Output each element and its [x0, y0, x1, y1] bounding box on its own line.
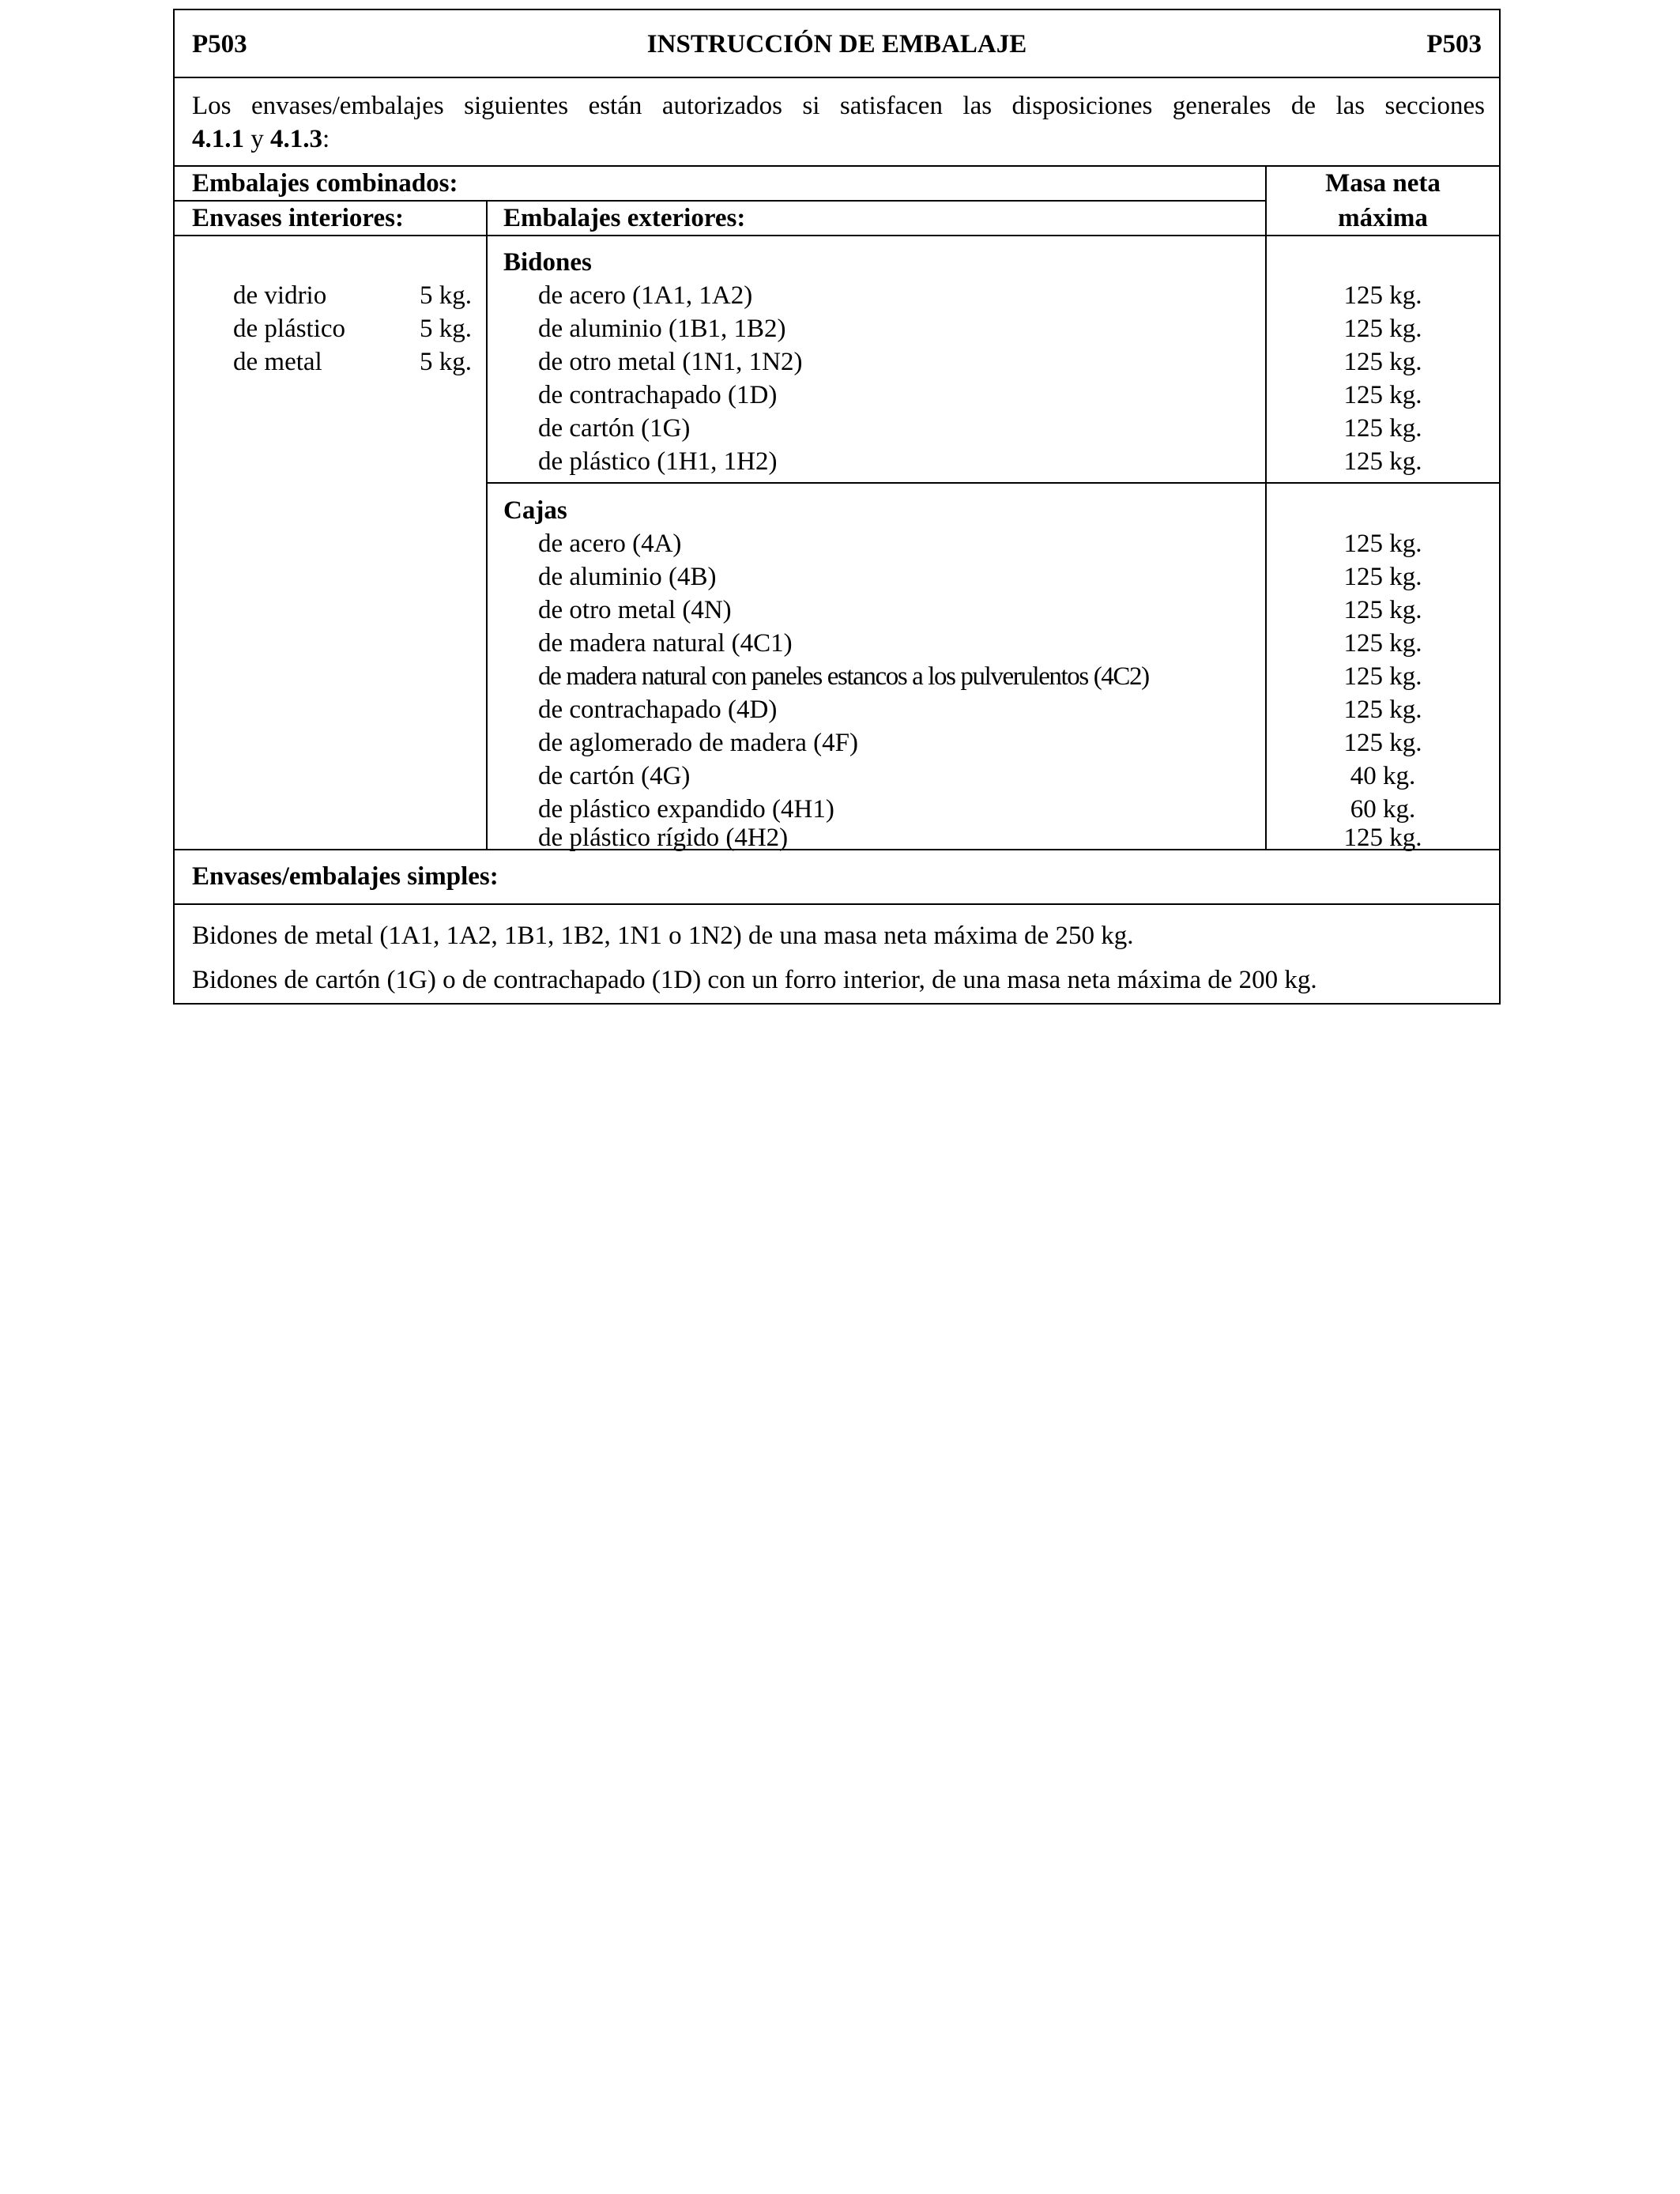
- combined-heading: Embalajes combinados:: [192, 169, 458, 198]
- mass-heading-line-1: Masa neta: [1325, 169, 1441, 198]
- inner-item-label: de vidrio: [233, 281, 327, 310]
- rule-bidones-bottom: [488, 482, 1499, 484]
- caja-item-label: de aglomerado de madera (4F): [538, 729, 858, 757]
- bidon-item-label: de otro metal (1N1, 1N2): [538, 348, 803, 376]
- inner-item-label: de metal: [233, 348, 322, 376]
- caja-item-mass: 125 kg.: [1343, 662, 1422, 691]
- intro-conjunction: y: [250, 125, 264, 153]
- page-title: INSTRUCCIÓN DE EMBALAJE: [646, 30, 1027, 58]
- cajas-heading: Cajas: [503, 496, 567, 525]
- caja-item-mass: 125 kg.: [1343, 629, 1422, 658]
- caja-item-label: de otro metal (4N): [538, 596, 732, 624]
- bidon-item-mass: 125 kg.: [1343, 414, 1422, 443]
- caja-item-mass: 125 kg.: [1343, 824, 1422, 852]
- caja-item-label: de madera natural con paneles estancos a los pulverulentos (4C2): [538, 662, 1149, 691]
- caja-item-mass: 125 kg.: [1343, 729, 1422, 757]
- bidon-item-mass: 125 kg.: [1343, 348, 1422, 376]
- rule-header-bottom: [175, 77, 1499, 78]
- code-right: P503: [1426, 30, 1482, 58]
- inner-heading: Envases interiores:: [192, 204, 404, 232]
- caja-item-label: de plástico expandido (4H1): [538, 795, 834, 824]
- caja-item-label: de acero (4A): [538, 530, 682, 558]
- caja-item-mass: 40 kg.: [1350, 762, 1416, 790]
- single-line: Bidones de metal (1A1, 1A2, 1B1, 1B2, 1N1 o 1N2) de una masa neta máxima de 250 kg.: [192, 922, 1134, 950]
- caja-item-label: de plástico rígido (4H2): [538, 824, 789, 852]
- inner-item-label: de plástico: [233, 315, 346, 343]
- outer-heading: Embalajes exteriores:: [503, 204, 746, 232]
- bidon-item-label: de aluminio (1B1, 1B2): [538, 315, 786, 343]
- rule-column-heading-bottom: [175, 235, 1499, 236]
- rule-single-heading-bottom: [175, 903, 1499, 905]
- bidon-item-label: de plástico (1H1, 1H2): [538, 447, 778, 476]
- intro-references: [192, 123, 330, 156]
- caja-item-label: de contrachapado (4D): [538, 696, 778, 724]
- section-ref-1: 4.1.1: [192, 125, 244, 153]
- caja-item-label: de cartón (4G): [538, 762, 691, 790]
- bidon-item-mass: 125 kg.: [1343, 281, 1422, 310]
- caja-item-mass: 125 kg.: [1343, 563, 1422, 591]
- code-left: P503: [192, 30, 247, 58]
- section-ref-2: 4.1.3: [270, 125, 322, 153]
- rule-inner-outer-divider: [486, 200, 488, 849]
- caja-item-mass: 125 kg.: [1343, 696, 1422, 724]
- caja-item-label: de madera natural (4C1): [538, 629, 793, 658]
- single-line: Bidones de cartón (1G) o de contrachapado (1D) con un forro interior, de una masa neta máxima de 200 kg.: [192, 966, 1317, 994]
- bidon-item-mass: 125 kg.: [1343, 447, 1422, 476]
- bidon-item-label: de acero (1A1, 1A2): [538, 281, 753, 310]
- caja-item-mass: 125 kg.: [1343, 530, 1422, 558]
- packing-instruction-table: [173, 9, 1501, 1005]
- bidones-heading: Bidones: [503, 248, 592, 277]
- mass-heading-line-2: máxima: [1338, 204, 1428, 232]
- bidon-item-mass: 125 kg.: [1343, 381, 1422, 409]
- caja-item-mass: 60 kg.: [1350, 795, 1416, 824]
- bidon-item-label: de contrachapado (1D): [538, 381, 778, 409]
- caja-item-label: de aluminio (4B): [538, 563, 717, 591]
- inner-item-mass: 5 kg.: [420, 348, 472, 376]
- single-heading: Envases/embalajes simples:: [192, 862, 499, 891]
- bidon-item-mass: 125 kg.: [1343, 315, 1422, 343]
- bidon-item-label: de cartón (1G): [538, 414, 691, 443]
- caja-item-mass: 125 kg.: [1343, 596, 1422, 624]
- inner-item-mass: 5 kg.: [420, 315, 472, 343]
- intro-text: Los envases/embalajes siguientes están autorizados si satisfacen las disposiciones generales de las secciones: [192, 92, 1485, 120]
- inner-item-mass: 5 kg.: [420, 281, 472, 310]
- intro-colon: :: [322, 125, 330, 153]
